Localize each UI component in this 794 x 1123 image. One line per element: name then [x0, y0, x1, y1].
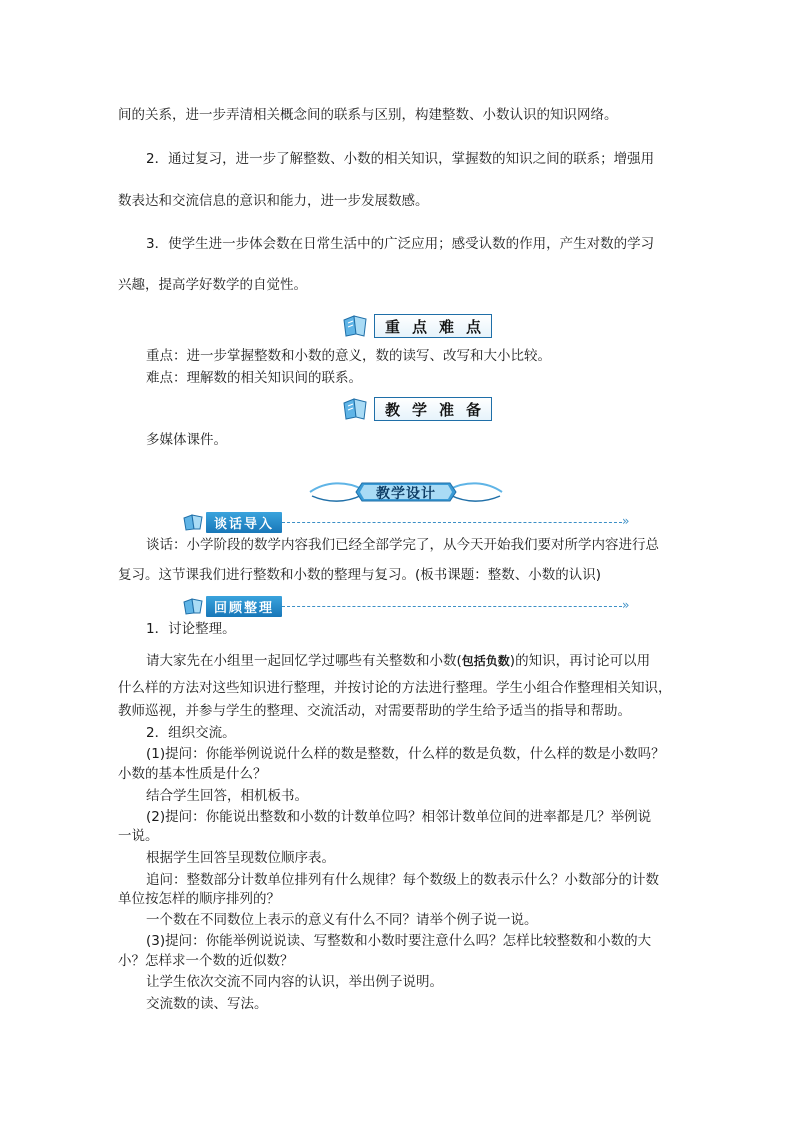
review-tag-label: 回顾整理: [206, 596, 282, 617]
review-section-tag: [182, 596, 282, 616]
review-line: (3)提问：你能举例说说读、写整数和小数时要注意什么吗？怎样比较整数和小数的大: [146, 933, 652, 949]
title-char: 备: [466, 400, 482, 419]
preparation-header: [342, 396, 492, 422]
title-char: 学: [412, 400, 428, 419]
intro-section-line-1: 谈话：小学阶段的数学内容我们已经全部学完了，从今天开始我们要对所学内容进行总: [146, 537, 659, 553]
review-line: 一个数在不同数位上表示的意义有什么不同？请举个例子说一说。: [146, 912, 538, 928]
review-line: 一说。: [118, 828, 159, 844]
key-points-header: [342, 313, 492, 339]
intro-section-line-2: 复习。这节课我们进行整数和小数的整理与复习。(板书课题：整数、小数的认识): [118, 567, 602, 583]
review-line: 2．组织交流。: [146, 725, 236, 741]
difficulty-text: 难点：理解数的相关知识间的联系。: [146, 370, 362, 386]
arrow-right-icon: »: [622, 514, 630, 528]
title-char: 点: [412, 317, 428, 336]
arrow-right-icon: »: [622, 598, 630, 612]
focus-text: 重点：进一步掌握整数和小数的意义，数的读写、改写和大小比较。: [146, 348, 551, 364]
preparation-text: 多媒体课件。: [146, 432, 227, 448]
intro-line-4: 3．使学生进一步体会数在日常生活中的广泛应用；感受认数的作用，产生对数的学习: [146, 236, 655, 252]
tag-divider: [282, 522, 622, 523]
review-line: 让学生依次交流不同内容的认识，举出例子说明。: [146, 974, 443, 990]
review-text: )的知识，再讨论可以用: [509, 653, 651, 669]
title-char: 准: [439, 400, 455, 419]
intro-line-1: 间的关系，进一步弄清相关概念间的联系与区别，构建整数、小数认识的知识网络。: [118, 107, 618, 123]
key-points-title: [374, 314, 492, 338]
review-line: (1)提问：你能举例说说什么样的数是整数，什么样的数是负数，什么样的数是小数吗？: [146, 746, 665, 762]
tag-divider: [282, 606, 622, 607]
book-icon: [182, 513, 206, 531]
review-line: (2)提问：你能说出整数和小数的计数单位吗？相邻计数单位间的进率都是几？举例说: [146, 809, 652, 825]
review-line: [146, 652, 650, 670]
review-line: 根据学生回答呈现数位顺序表。: [146, 850, 335, 866]
intro-line-3: 数表达和交流信息的意识和能力，进一步发展数感。: [118, 193, 429, 209]
book-icon: [342, 314, 370, 338]
review-line: 教师巡视，并参与学生的整理、交流活动，对需要帮助的学生给予适当的指导和帮助。: [118, 703, 631, 719]
title-char: 教: [385, 400, 401, 419]
review-line: 结合学生回答，相机板书。: [146, 788, 308, 804]
intro-line-5: 兴趣，提高学好数学的自觉性。: [118, 277, 307, 293]
intro-tag-label: 谈话导入: [206, 512, 282, 533]
intro-section-tag: [182, 512, 282, 532]
title-char: 点: [466, 317, 482, 336]
design-banner: [306, 477, 506, 507]
book-icon: [182, 597, 206, 615]
review-line: 小数的基本性质是什么？: [118, 766, 267, 782]
banner-title: 教学设计: [376, 486, 436, 502]
review-line: 追问：整数部分计数单位排列有什么规律？每个数级上的数表示什么？小数部分的计数: [146, 872, 659, 888]
title-char: 重: [385, 317, 401, 336]
review-line: 小？怎样求一个数的近似数？: [118, 953, 294, 969]
intro-line-2: 2．通过复习，进一步了解整数、小数的相关知识，掌握数的知识之间的联系；增强用: [146, 151, 655, 167]
preparation-title: [374, 397, 492, 421]
book-icon: [342, 397, 370, 421]
review-emphasis: 包括负数: [461, 654, 510, 668]
review-line: 交流数的读、写法。: [146, 996, 268, 1012]
title-char: 难: [439, 317, 455, 336]
review-line: 1．讨论整理。: [146, 621, 236, 637]
review-text: 请大家先在小组里一起回忆学过哪些有关整数和小数(: [146, 653, 462, 669]
review-line: 什么样的方法对这些知识进行整理，并按讨论的方法进行整理。学生小组合作整理相关知识，: [118, 680, 672, 696]
review-line: 单位按怎样的顺序排列的？: [118, 891, 280, 907]
